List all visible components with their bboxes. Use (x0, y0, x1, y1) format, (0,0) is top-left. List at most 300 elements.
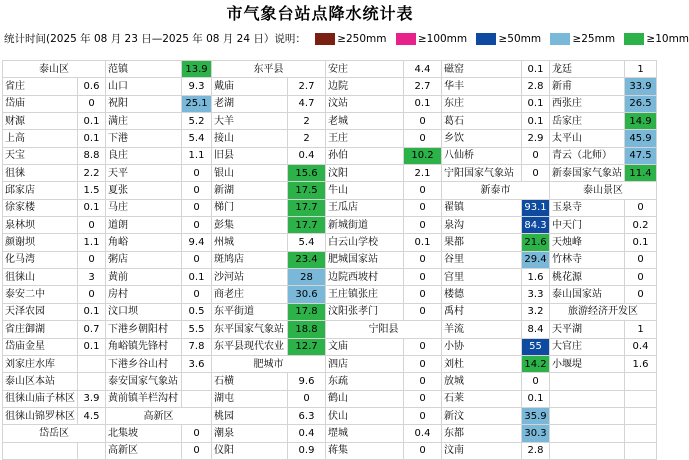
station-name (3, 442, 78, 459)
station-name: 下港乡谷山村 (106, 355, 182, 372)
legend-text: ≥250mm (337, 33, 387, 45)
legend-swatch (624, 33, 644, 45)
rainfall-value: 8.8 (78, 147, 106, 164)
rainfall-value: 0 (182, 199, 212, 216)
station-name: 徂徕 (3, 165, 78, 182)
station-name: 天宝 (3, 147, 78, 164)
rainfall-value: 0 (182, 425, 212, 442)
station-name: 石莱 (442, 390, 522, 407)
rainfall-value: 0 (404, 113, 442, 130)
station-name: 汶口坝 (106, 303, 182, 320)
rainfall-value: 6.3 (288, 407, 326, 424)
rainfall-value: 0.4 (288, 425, 326, 442)
station-name: 天平 (106, 165, 182, 182)
rainfall-value: 84.3 (522, 217, 550, 234)
station-name: 斑鸠店 (212, 251, 288, 268)
rainfall-value: 13.9 (182, 61, 212, 78)
station-name: 东平街道 (212, 303, 288, 320)
rainfall-value: 0 (78, 217, 106, 234)
station-name: 汶阳 (326, 165, 404, 182)
rainfall-value: 3.6 (182, 355, 212, 372)
rainfall-value: 0.1 (522, 95, 550, 112)
rainfall-value: 7.8 (182, 338, 212, 355)
rainfall-value: 0 (625, 199, 657, 216)
region-header: 泰山景区 (550, 182, 657, 199)
station-name: 小协 (442, 338, 522, 355)
station-name: 肥城国家站 (326, 251, 404, 268)
station-name: 刘杜 (442, 355, 522, 372)
rainfall-value: 0.1 (522, 390, 550, 407)
station-name: 下港 (106, 130, 182, 147)
station-name (550, 425, 625, 442)
station-name: 新城街道 (326, 217, 404, 234)
rainfall-value: 21.6 (522, 234, 550, 251)
rainfall-value: 2.7 (404, 78, 442, 95)
station-name: 新泰国家气象站 (550, 165, 625, 182)
rainfall-value (78, 355, 106, 372)
rainfall-value: 0 (78, 251, 106, 268)
station-name: 桃花源 (550, 269, 625, 286)
station-name: 白云山学校 (326, 234, 404, 251)
station-name (550, 442, 625, 459)
station-name: 徂徕山 (3, 269, 78, 286)
region-header: 岱岳区 (3, 425, 106, 442)
rainfall-value: 1.1 (182, 147, 212, 164)
station-name: 汶南 (442, 442, 522, 459)
station-name: 泰山区本站 (3, 373, 78, 390)
station-name: 东平国家气象站 (212, 321, 288, 338)
rainfall-value: 0.1 (78, 130, 106, 147)
rainfall-value: 2.8 (522, 442, 550, 459)
rainfall-value: 93.1 (522, 199, 550, 216)
table-row (3, 407, 657, 424)
rainfall-value: 15.6 (288, 165, 326, 182)
rainfall-value: 0.6 (78, 78, 106, 95)
rainfall-value: 17.8 (288, 303, 326, 320)
rainfall-value: 0 (404, 373, 442, 390)
rainfall-value: 18.8 (288, 321, 326, 338)
station-name: 禹村 (442, 303, 522, 320)
station-name: 大羊 (212, 113, 288, 130)
station-name: 青云（北师） (550, 147, 625, 164)
table-row (3, 61, 657, 78)
rainfall-value: 14.9 (625, 113, 657, 130)
station-name: 道朗 (106, 217, 182, 234)
station-name: 戴庙 (212, 78, 288, 95)
rainfall-value: 2 (288, 113, 326, 130)
station-name: 东平县现代农业 (212, 338, 288, 355)
rainfall-value (78, 373, 106, 390)
station-name: 伏山 (326, 407, 404, 424)
rainfall-value: 0 (404, 251, 442, 268)
station-name: 岱庙 (3, 95, 78, 112)
station-name: 泉林坝 (3, 217, 78, 234)
rainfall-value: 0 (182, 286, 212, 303)
station-name: 徐家楼 (3, 199, 78, 216)
legend-swatch (550, 33, 570, 45)
rainfall-value: 0.1 (522, 113, 550, 130)
table-row (3, 286, 657, 303)
station-name: 磁窑 (442, 61, 522, 78)
station-name: 湖屯 (212, 390, 288, 407)
rainfall-value: 2.1 (404, 165, 442, 182)
rainfall-value: 0 (404, 303, 442, 320)
table-row (3, 442, 657, 459)
rainfall-value: 0 (404, 199, 442, 216)
station-name: 谷里 (442, 251, 522, 268)
rainfall-value: 9.6 (288, 373, 326, 390)
rainfall-value: 0 (404, 182, 442, 199)
station-name: 下港乡朝阳村 (106, 321, 182, 338)
table-row (3, 95, 657, 112)
table-row (3, 130, 657, 147)
station-name: 牛山 (326, 182, 404, 199)
rainfall-value: 8.4 (522, 321, 550, 338)
station-name: 王庄 (326, 130, 404, 147)
rainfall-value: 2.8 (522, 78, 550, 95)
station-name: 华丰 (442, 78, 522, 95)
region-header: 泰山区 (3, 61, 106, 78)
rainfall-value: 47.5 (625, 147, 657, 164)
rainfall-value: 0 (182, 165, 212, 182)
station-name: 宫里 (442, 269, 522, 286)
rainfall-value (182, 373, 212, 390)
station-name: 边院西坡村 (326, 269, 404, 286)
station-name: 孙伯 (326, 147, 404, 164)
rainfall-value: 2.2 (78, 165, 106, 182)
station-name: 接山 (212, 130, 288, 147)
station-name: 沙河站 (212, 269, 288, 286)
table-row (3, 338, 657, 355)
rainfall-value: 0 (182, 217, 212, 234)
station-name: 银山 (212, 165, 288, 182)
station-name: 东都 (442, 425, 522, 442)
station-name: 八仙桥 (442, 147, 522, 164)
rainfall-value: 5.2 (182, 113, 212, 130)
station-name: 祝阳 (106, 95, 182, 112)
page-title: 市气象台站点降水统计表 (226, 4, 414, 23)
station-name: 汶阳张孝门 (326, 303, 404, 320)
precipitation-table (2, 60, 657, 460)
station-name: 翟镇 (442, 199, 522, 216)
rainfall-value: 0 (404, 442, 442, 459)
region-header: 东平县 (212, 61, 326, 78)
station-name: 角峪 (106, 234, 182, 251)
rainfall-value: 9.3 (182, 78, 212, 95)
station-name: 岳家庄 (550, 113, 625, 130)
station-name (550, 390, 625, 407)
station-name: 满庄 (106, 113, 182, 130)
rainfall-value: 11.4 (625, 165, 657, 182)
station-name: 财源 (3, 113, 78, 130)
station-name: 王庄镇张庄 (326, 286, 404, 303)
station-name: 石横 (212, 373, 288, 390)
rainfall-value: 3 (78, 269, 106, 286)
station-name: 文庙 (326, 338, 404, 355)
table-row (3, 373, 657, 390)
station-name (550, 407, 625, 424)
station-name: 山口 (106, 78, 182, 95)
rainfall-value: 0 (625, 269, 657, 286)
rainfall-value: 1 (625, 61, 657, 78)
rainfall-value: 3.2 (522, 303, 550, 320)
rainfall-value: 3.3 (522, 286, 550, 303)
region-header: 肥城市 (212, 355, 326, 372)
station-name: 羊流 (442, 321, 522, 338)
station-name: 龙廷 (550, 61, 625, 78)
station-name: 乡饮 (442, 130, 522, 147)
legend-item (396, 30, 467, 48)
rainfall-value: 0.4 (404, 425, 442, 442)
rainfall-value: 4.4 (404, 61, 442, 78)
rainfall-value: 12.7 (288, 338, 326, 355)
rainfall-value: 1 (625, 321, 657, 338)
station-name: 老城 (326, 113, 404, 130)
station-name: 梯门 (212, 199, 288, 216)
rainfall-value: 2 (288, 130, 326, 147)
station-name: 潮泉 (212, 425, 288, 442)
rainfall-value: 23.4 (288, 251, 326, 268)
legend-item (550, 30, 615, 48)
station-name: 老湖 (212, 95, 288, 112)
rainfall-value: 26.5 (625, 95, 657, 112)
station-name: 商老庄 (212, 286, 288, 303)
legend-item (624, 30, 689, 48)
region-header: 宁阳县 (326, 321, 442, 338)
rainfall-value: 0.1 (78, 199, 106, 216)
rainfall-value: 1.6 (625, 355, 657, 372)
rainfall-value: 0.1 (522, 61, 550, 78)
station-name: 新汶 (442, 407, 522, 424)
legend-label: 统计时间(2025 年 08 月 23 日—2025 年 08 月 24 日）说明： (4, 33, 306, 45)
table-row (3, 147, 657, 164)
rainfall-value: 0.1 (78, 113, 106, 130)
station-name: 蒋集 (326, 442, 404, 459)
rainfall-value: 29.4 (522, 251, 550, 268)
station-name: 良庄 (106, 147, 182, 164)
station-name: 楼德 (442, 286, 522, 303)
table-row (3, 303, 657, 320)
station-name: 堽城 (326, 425, 404, 442)
station-name: 竹林寺 (550, 251, 625, 268)
rainfall-value: 0.1 (78, 338, 106, 355)
station-name: 北集坡 (106, 425, 182, 442)
rainfall-value: 0 (404, 407, 442, 424)
station-name: 上高 (3, 130, 78, 147)
station-name: 天烛峰 (550, 234, 625, 251)
station-name: 徂徕山庙子林区 (3, 390, 78, 407)
station-name: 小堰堤 (550, 355, 625, 372)
rainfall-value (78, 442, 106, 459)
station-name: 天平湖 (550, 321, 625, 338)
station-name: 太平山 (550, 130, 625, 147)
table-row (3, 182, 657, 199)
rainfall-value: 55 (522, 338, 550, 355)
rainfall-value: 0.4 (288, 147, 326, 164)
station-name: 边院 (326, 78, 404, 95)
rainfall-value: 3.9 (78, 390, 106, 407)
station-name: 新湖 (212, 182, 288, 199)
rainfall-value: 0.7 (78, 321, 106, 338)
rainfall-value: 0 (404, 338, 442, 355)
table-row (3, 165, 657, 182)
rainfall-value: 5.4 (182, 130, 212, 147)
station-name: 泰安二中 (3, 286, 78, 303)
rainfall-value: 0 (78, 95, 106, 112)
station-name: 州城 (212, 234, 288, 251)
station-name: 葛石 (442, 113, 522, 130)
station-name: 大官庄 (550, 338, 625, 355)
rainfall-value (182, 390, 212, 407)
station-name: 省庄御湖 (3, 321, 78, 338)
rainfall-value: 0.5 (182, 303, 212, 320)
station-name: 马庄 (106, 199, 182, 216)
station-name: 颜谢坝 (3, 234, 78, 251)
rainfall-value: 28 (288, 269, 326, 286)
legend (4, 30, 689, 48)
station-name: 夏张 (106, 182, 182, 199)
station-name: 玉泉寺 (550, 199, 625, 216)
table-row (3, 321, 657, 338)
rainfall-value: 0 (182, 251, 212, 268)
rainfall-value (625, 442, 657, 459)
rainfall-value: 1.1 (78, 234, 106, 251)
station-name: 彭集 (212, 217, 288, 234)
station-name: 黄前 (106, 269, 182, 286)
station-name: 高新区 (106, 442, 182, 459)
rainfall-value: 33.9 (625, 78, 657, 95)
station-name: 仪阳 (212, 442, 288, 459)
station-name: 化马湾 (3, 251, 78, 268)
station-name: 鹤山 (326, 390, 404, 407)
rainfall-value: 17.7 (288, 217, 326, 234)
rainfall-value: 1.5 (78, 182, 106, 199)
legend-text: ≥100mm (417, 33, 468, 45)
legend-item (476, 30, 541, 48)
station-name: 果都 (442, 234, 522, 251)
rainfall-value: 0.1 (182, 269, 212, 286)
region-header: 旅游经济开发区 (550, 303, 657, 320)
station-name: 省庄 (3, 78, 78, 95)
station-name: 王瓜店 (326, 199, 404, 216)
rainfall-value (625, 407, 657, 424)
station-name: 徂徕山锦罗林区 (3, 407, 78, 424)
rainfall-value: 0.1 (404, 234, 442, 251)
legend-text: ≥10mm (646, 33, 689, 45)
region-header: 新泰市 (442, 182, 550, 199)
rainfall-value: 9.4 (182, 234, 212, 251)
rainfall-value: 5.5 (182, 321, 212, 338)
station-name: 黄前镇羊栏沟村 (106, 390, 182, 407)
station-name: 邱家店 (3, 182, 78, 199)
station-name: 东疏 (326, 373, 404, 390)
rainfall-value: 1.6 (522, 269, 550, 286)
rainfall-value: 0 (522, 165, 550, 182)
rainfall-value: 5.4 (288, 234, 326, 251)
rainfall-value: 0.2 (625, 217, 657, 234)
legend-item (315, 30, 386, 48)
rainfall-value: 0 (182, 182, 212, 199)
table-row (3, 217, 657, 234)
rainfall-value: 35.9 (522, 407, 550, 424)
rainfall-value: 0 (522, 373, 550, 390)
legend-swatch (315, 33, 335, 45)
station-name: 房村 (106, 286, 182, 303)
rainfall-value: 0.1 (404, 95, 442, 112)
table-body (3, 61, 657, 460)
rainfall-value: 4.7 (288, 95, 326, 112)
table-row (3, 199, 657, 216)
rainfall-value: 0 (182, 442, 212, 459)
station-name: 中天门 (550, 217, 625, 234)
station-name: 旧县 (212, 147, 288, 164)
station-name: 泗店 (326, 355, 404, 372)
rainfall-value: 0 (78, 286, 106, 303)
rainfall-value: 0.1 (78, 303, 106, 320)
rainfall-value: 4.5 (78, 407, 106, 424)
legend-text: ≥25mm (572, 33, 616, 45)
station-name: 宁阳国家气象站 (442, 165, 522, 182)
station-name: 岱庙金星 (3, 338, 78, 355)
rainfall-value: 0 (522, 147, 550, 164)
station-name: 天泽农园 (3, 303, 78, 320)
table-row (3, 269, 657, 286)
rainfall-value: 0.9 (288, 442, 326, 459)
station-name: 西张庄 (550, 95, 625, 112)
rainfall-value: 0.4 (625, 338, 657, 355)
rainfall-value: 14.2 (522, 355, 550, 372)
station-name (550, 373, 625, 390)
station-name: 范镇 (106, 61, 182, 78)
rainfall-value: 2.9 (522, 130, 550, 147)
station-name: 泉沟 (442, 217, 522, 234)
rainfall-value: 2.7 (288, 78, 326, 95)
rainfall-value: 25.1 (182, 95, 212, 112)
table-row (3, 390, 657, 407)
rainfall-value: 17.7 (288, 199, 326, 216)
rainfall-value (625, 425, 657, 442)
table-row (3, 355, 657, 372)
legend-swatch (396, 33, 416, 45)
station-name: 东庄 (442, 95, 522, 112)
station-name: 新甫 (550, 78, 625, 95)
rainfall-value: 0 (625, 286, 657, 303)
rainfall-value: 0 (625, 251, 657, 268)
station-name: 泰安国家气象站 (106, 373, 182, 390)
station-name: 角峪镇先锋村 (106, 338, 182, 355)
table-row (3, 234, 657, 251)
region-header: 高新区 (106, 407, 212, 424)
rainfall-value: 0 (404, 269, 442, 286)
legend-text: ≥50mm (498, 33, 542, 45)
station-name: 汶站 (326, 95, 404, 112)
rainfall-value: 0 (404, 390, 442, 407)
station-name: 桃园 (212, 407, 288, 424)
table-row (3, 425, 657, 442)
station-name: 泰山国家站 (550, 286, 625, 303)
rainfall-value (625, 390, 657, 407)
station-name: 刘家庄水库 (3, 355, 78, 372)
rainfall-value: 0 (404, 130, 442, 147)
station-name: 安庄 (326, 61, 404, 78)
table-row (3, 113, 657, 130)
rainfall-value: 30.6 (288, 286, 326, 303)
table-row (3, 78, 657, 95)
rainfall-value: 0.1 (625, 234, 657, 251)
rainfall-value: 0 (404, 217, 442, 234)
rainfall-value: 17.5 (288, 182, 326, 199)
rainfall-value: 45.9 (625, 130, 657, 147)
